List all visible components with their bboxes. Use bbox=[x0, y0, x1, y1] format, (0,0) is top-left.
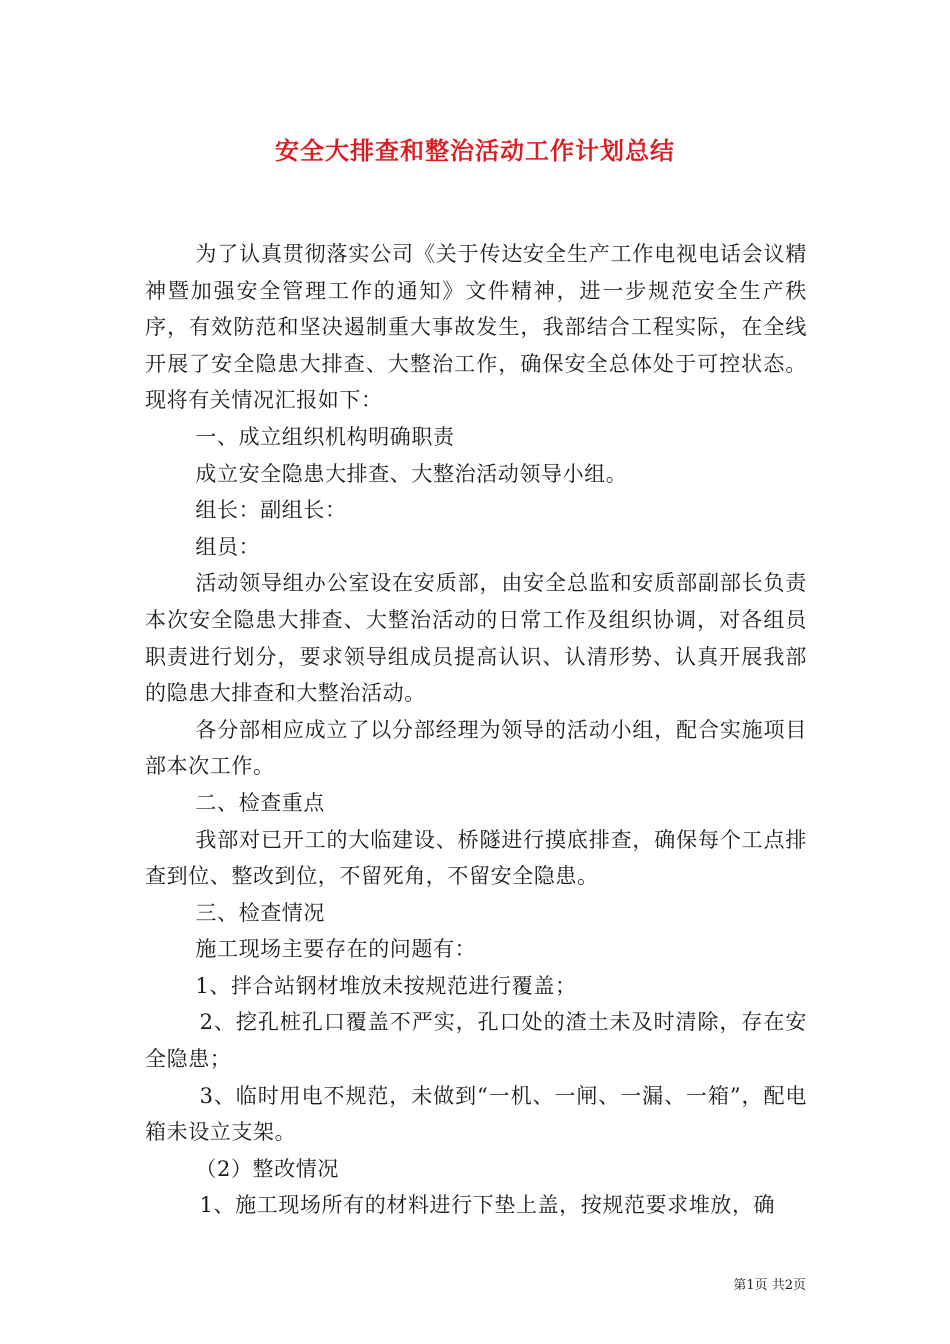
list-item-problem-3: 3、临时用电不规范，未做到“一机、一闸、一漏、一箱”，配电箱未设立支架。 bbox=[145, 1083, 807, 1145]
paragraph-office: 活动领导组办公室设在安质部，由安全总监和安质部副部长负责本次安全隐患大排查、大整治活动的日常工作及组织协调，对各组员职责进行划分，要求领导组成员提高认识、认清形势、认真开展我部的隐患大排查和大整治活动。 bbox=[145, 571, 807, 706]
list-item-problem-1: 1、拌合站钢材堆放未按规范进行覆盖； bbox=[195, 973, 577, 998]
section-heading-rectification: （2）整改情况 bbox=[195, 1156, 339, 1181]
list-item-problem-2: 2、挖孔桩孔口覆盖不严实，孔口处的渣土未及时清除，存在安全隐患； bbox=[145, 1010, 807, 1072]
section-heading-organization: 一、成立组织机构明确职责 bbox=[195, 424, 455, 449]
paragraph-group-members: 组员： bbox=[195, 534, 261, 559]
list-item-rectification-1: 1、施工现场所有的材料进行下垫上盖，按规范要求堆放，确 bbox=[199, 1193, 776, 1218]
paragraph-branches: 各分部相应成立了以分部经理为领导的活动小组，配合实施项目部本次工作。 bbox=[145, 717, 807, 779]
paragraph-focus: 我部对已开工的大临建设、桥隧进行摸底排查，确保每个工点排查到位、整改到位，不留死角，不留安全隐患。 bbox=[145, 827, 807, 889]
section-heading-situation: 三、检查情况 bbox=[195, 900, 325, 925]
paragraph-group-leaders: 组长：副组长： bbox=[195, 498, 347, 523]
paragraph-leading-group: 成立安全隐患大排查、大整治活动领导小组。 bbox=[195, 461, 628, 486]
section-heading-focus: 二、检查重点 bbox=[195, 790, 325, 815]
paragraph-problems-intro: 施工现场主要存在的问题有： bbox=[195, 937, 477, 962]
paragraph-intro: 为了认真贯彻落实公司《关于传达安全生产工作电视电话会议精神暨加强安全管理工作的通知》文件精神，进一步规范安全生产秩序，有效防范和坚决遏制重大事故发生，我部结合工程实际，在全线开展了安全隐患大排查、大整治工作，确保安全总体处于可控状态。现将有关情况汇报如下： bbox=[145, 242, 807, 413]
document-title: 安全大排查和整治活动工作计划总结 bbox=[275, 136, 675, 165]
document-body bbox=[145, 236, 807, 1224]
page-number-footer: 第1页 共2页 bbox=[733, 1278, 806, 1293]
